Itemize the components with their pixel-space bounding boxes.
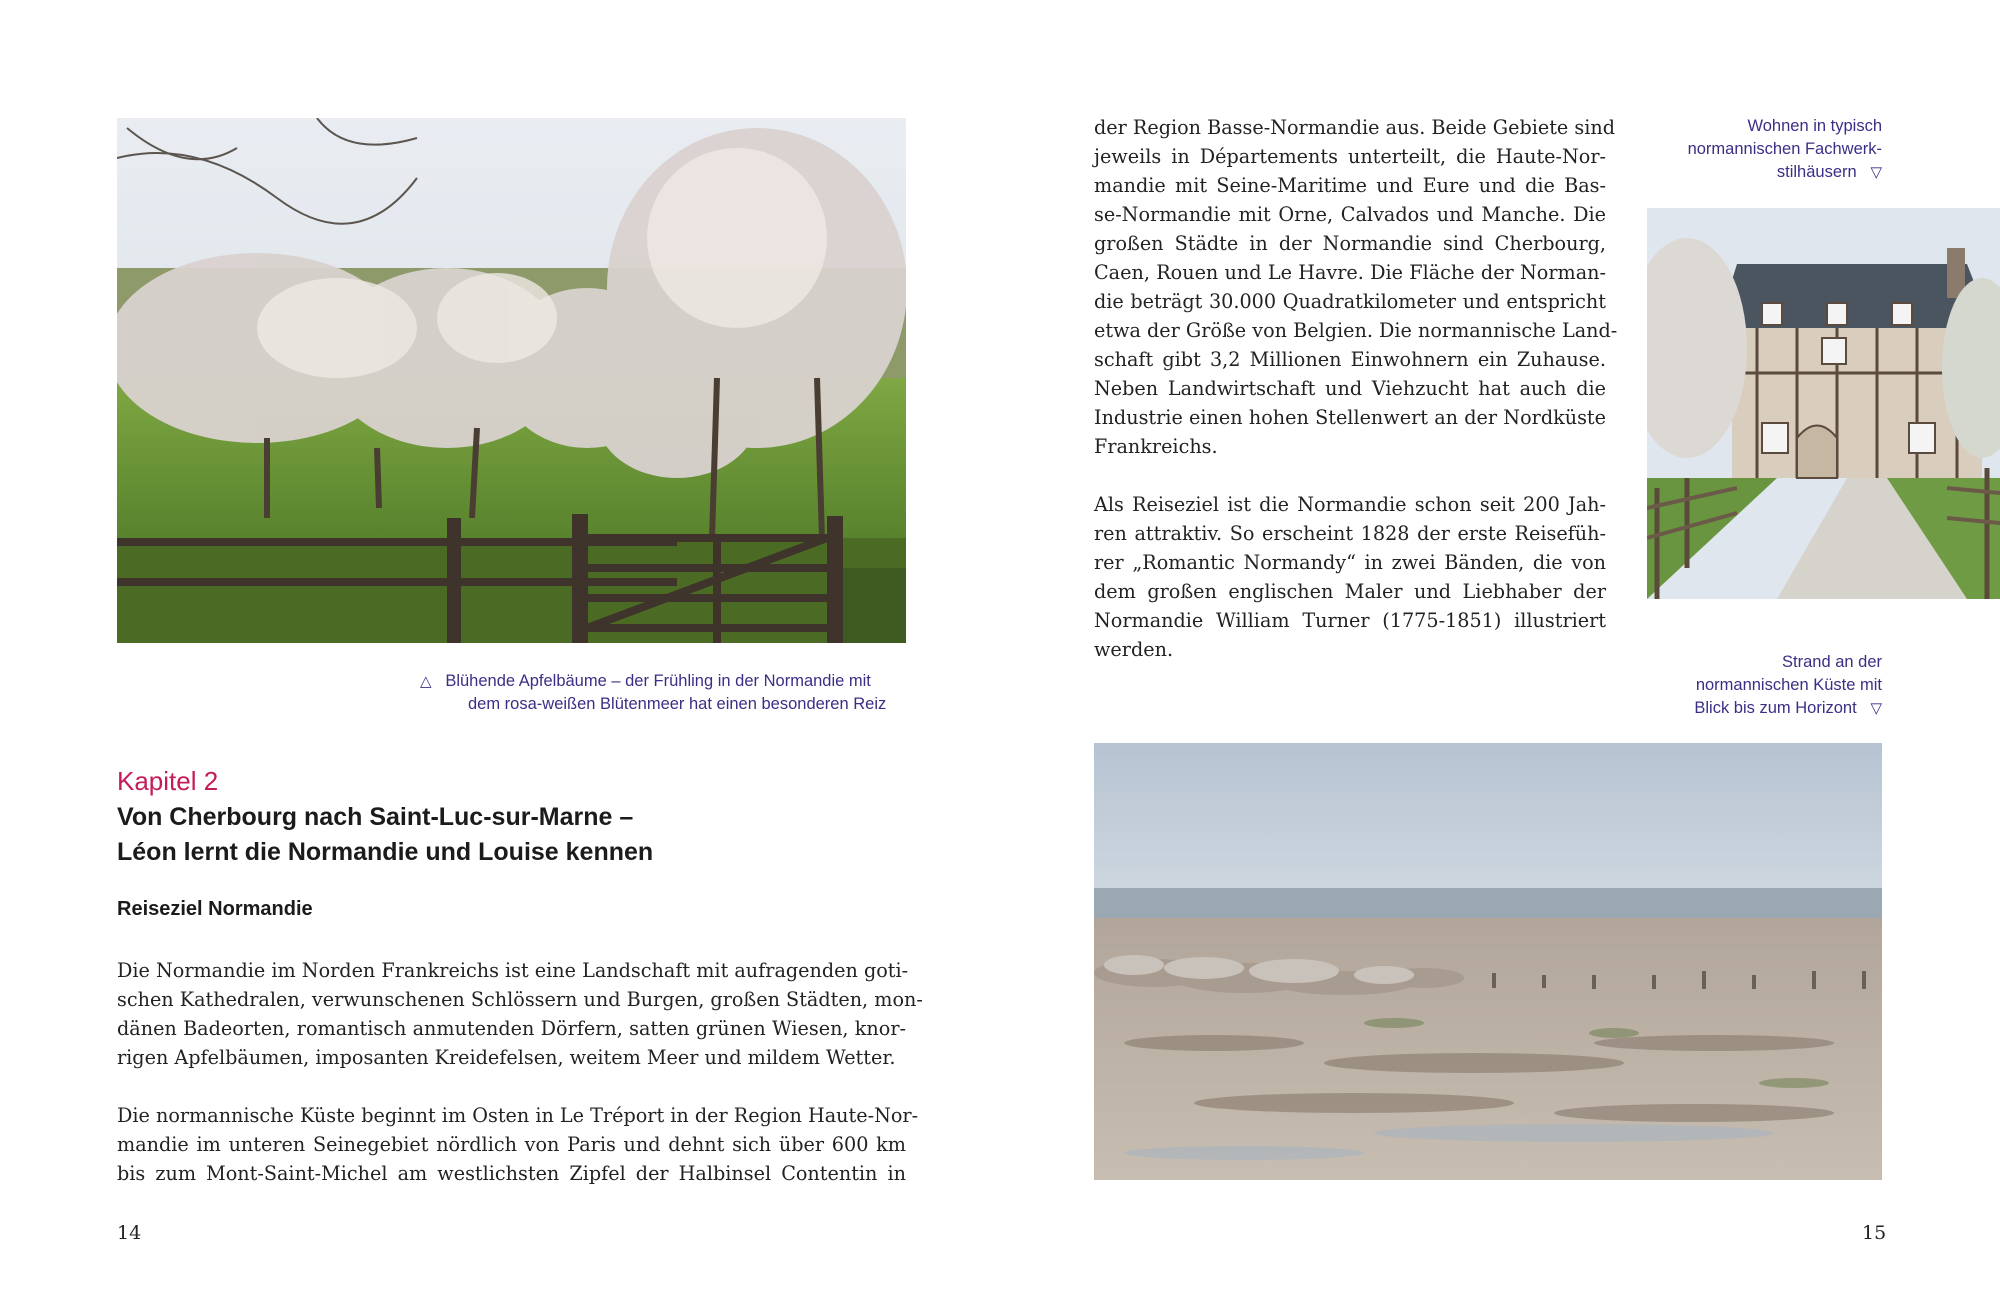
section-subheading: Reiseziel Normandie xyxy=(117,898,313,920)
beach-photo-caption: Strand an der normannischen Küste mit Blick bis zum Horizont ▽ xyxy=(1694,653,1882,717)
orchard-photo-caption xyxy=(420,670,906,716)
left-body-text: Die Normandie im Norden Frankreichs ist eine Landschaft mit aufragenden goti- schen Kathedralen, verwunschenen Schlössern und Burgen, großen Städten, mon- dänen Badeorten, romantisch anmutenden Dörfern, satten grünen Wiesen, knor- rigen Apfelbäumen, imposanten Kreidefelsen, weitem Meer und mildem Wetter. Die normannische Küste beginnt im Osten in Le Tréport in der Region Haute-Nor- mandie im unteren Seinegebiet nördlich von Paris und dehnt sich über 600 km bis zum Mont-Saint-Michel am westlichsten Zipfel der Halbinsel Contentin in xyxy=(117,959,923,1185)
beach-horizon-photo xyxy=(1094,743,1882,1180)
caption-line-2: dem rosa-weißen Blütenmeer hat einen besonderen Reiz xyxy=(468,695,887,713)
right-body-text: der Region Basse-Normandie aus. Beide Gebiete sind jeweils in Départements unterteilt, die Haute-Nor- mandie mit Seine-Maritime und Eure und die Bas- se-Normandie mit Orne, Calvados und Manche. Die großen Städte in der Normandie sind Cherbourg, Caen, Rouen und Le Havre. Die Fläche der Norman- die beträgt 30.000 Quadratkilometer und entspricht etwa der Größe von Belgien. Die normannische Land- schaft gibt 3,2 Millionen Einwohnern ein Zuhause. Neben Landwirtschaft und Viehzucht hat auch die Industrie einen hohen Stellenwert an der Nordküste Frankreichs. Als Reiseziel ist die Normandie schon seit 200 Jah- ren attraktiv. So erscheint 1828 der erste Reisefüh- rer „Romantic Normandy“ in zwei Bänden, die von dem großen englischen Maler und Liebhaber der Normandie William Turner (1775-1851) illustriert werden. xyxy=(1094,116,1618,661)
down-triangle-icon: ▽ xyxy=(1870,700,1882,717)
page-number-left: 14 xyxy=(117,1222,142,1244)
down-triangle-icon: ▽ xyxy=(1870,164,1882,181)
caption-line-1: △ Blühende Apfelbäume – der Frühling in der Normandie mit xyxy=(420,672,871,690)
right-page xyxy=(1000,0,2000,1294)
chapter-label: Kapitel 2 xyxy=(117,766,219,796)
apple-blossom-orchard-photo xyxy=(117,118,906,643)
half-timbered-house-photo xyxy=(1647,208,2000,599)
page-number-right: 15 xyxy=(1862,1222,1887,1244)
chapter-title: Von Cherbourg nach Saint-Luc-sur-Marne – Léon lernt die Normandie und Louise kennen xyxy=(117,803,654,866)
up-triangle-icon: △ xyxy=(420,673,432,690)
house-photo-caption: Wohnen in typisch normannischen Fachwerk- stilhäusern ▽ xyxy=(1687,117,1882,181)
